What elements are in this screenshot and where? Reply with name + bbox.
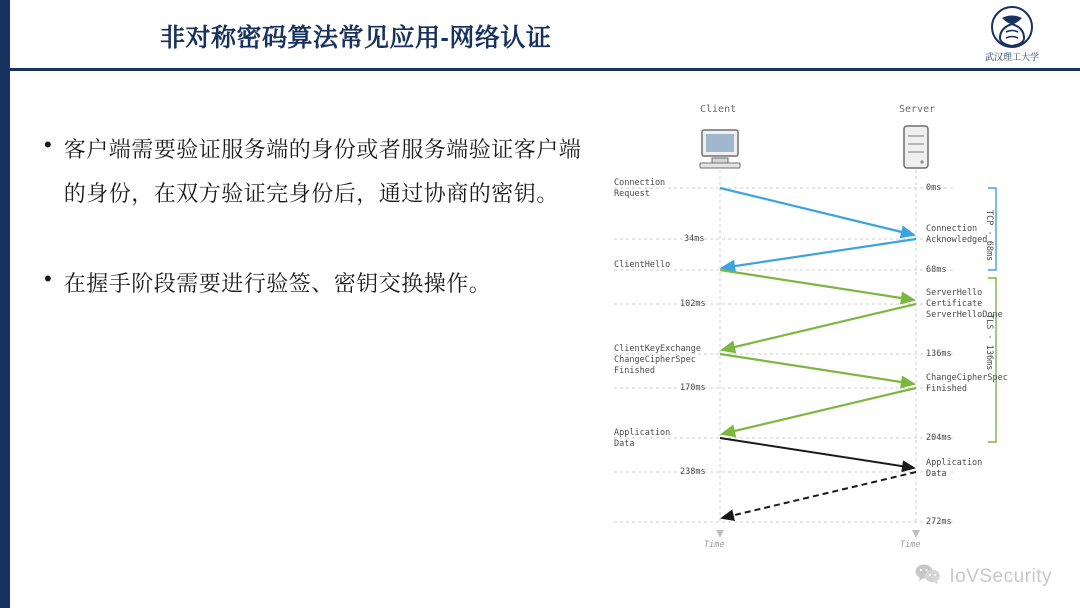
bracket-label-tcp: TCP · 68ms — [984, 210, 994, 262]
client-label: Client — [700, 104, 737, 115]
event-connection-ack-line2: Acknowledged — [926, 235, 988, 245]
event-client-key-exchange-line3: Finished — [614, 366, 655, 376]
watermark — [915, 563, 1052, 590]
timestamp-102ms: 102ms — [680, 299, 706, 309]
event-application-data-left-line2: Data — [614, 439, 635, 449]
event-change-cipher-spec-line1: ChangeCipherSpec — [926, 373, 1008, 383]
client-computer-icon — [700, 130, 740, 168]
bracket-label-tls: TLS · 136ms — [984, 314, 994, 371]
event-client-key-exchange-line1: ClientKeyExchange — [614, 344, 701, 354]
event-application-data-right-line2: Data — [926, 469, 947, 479]
timestamp-136ms: 136ms — [926, 349, 952, 359]
timestamp-238ms: 238ms — [680, 467, 706, 477]
event-application-data-right-line1: Application — [926, 458, 983, 468]
event-connection-ack-line1: Connection — [926, 224, 978, 234]
bullet-marker: • — [44, 266, 52, 291]
svg-text:武汉理工大学: 武汉理工大学 — [984, 53, 1040, 63]
event-server-hello-line2: Certificate — [926, 299, 983, 309]
timestamp-0ms: 0ms — [926, 183, 942, 193]
wuhan-university-of-technology-logo — [966, 4, 1058, 66]
slide-header — [10, 0, 1080, 68]
watermark-text: IoVSecurity — [949, 565, 1052, 587]
timestamp-68ms: 68ms — [926, 265, 947, 275]
event-connection-request-line1: Connection — [614, 178, 666, 188]
event-application-data-left-line1: Application — [614, 428, 671, 438]
axis-label-time-client: Time — [704, 540, 725, 550]
timestamp-272ms: 272ms — [926, 517, 952, 527]
axis-label-time-server: Time — [900, 540, 921, 550]
bullet-text: 客户端需要验证服务端的身份或者服务端验证客户端的身份，在双方验证完身份后，通过协商的密钥。 — [63, 137, 582, 206]
timestamp-204ms: 204ms — [926, 433, 952, 443]
event-client-key-exchange-line2: ChangeCipherSpec — [614, 355, 696, 365]
server-icon — [904, 126, 928, 168]
server-label: Server — [899, 104, 936, 115]
list-item — [44, 262, 584, 306]
event-server-hello-line3: ServerHelloDone — [926, 310, 1003, 320]
page-title: 非对称密码算法常见应用-网络认证 — [160, 24, 552, 52]
bullet-marker: • — [44, 132, 52, 157]
wechat-icon — [915, 563, 941, 590]
event-client-hello: ClientHello — [614, 260, 671, 270]
timestamp-34ms: 34ms — [684, 234, 705, 244]
left-accent-bar — [0, 0, 10, 608]
header-divider — [10, 68, 1080, 71]
list-item — [44, 128, 584, 216]
event-server-hello-line1: ServerHello — [926, 288, 983, 298]
tls-handshake-diagram — [596, 92, 1052, 552]
bullet-list — [44, 128, 584, 352]
event-connection-request-line2: Request — [614, 189, 650, 199]
timestamp-170ms: 170ms — [680, 383, 706, 393]
bullet-text: 在握手阶段需要进行验签、密钥交换操作。 — [63, 271, 492, 296]
event-change-cipher-spec-line2: Finished — [926, 384, 967, 394]
